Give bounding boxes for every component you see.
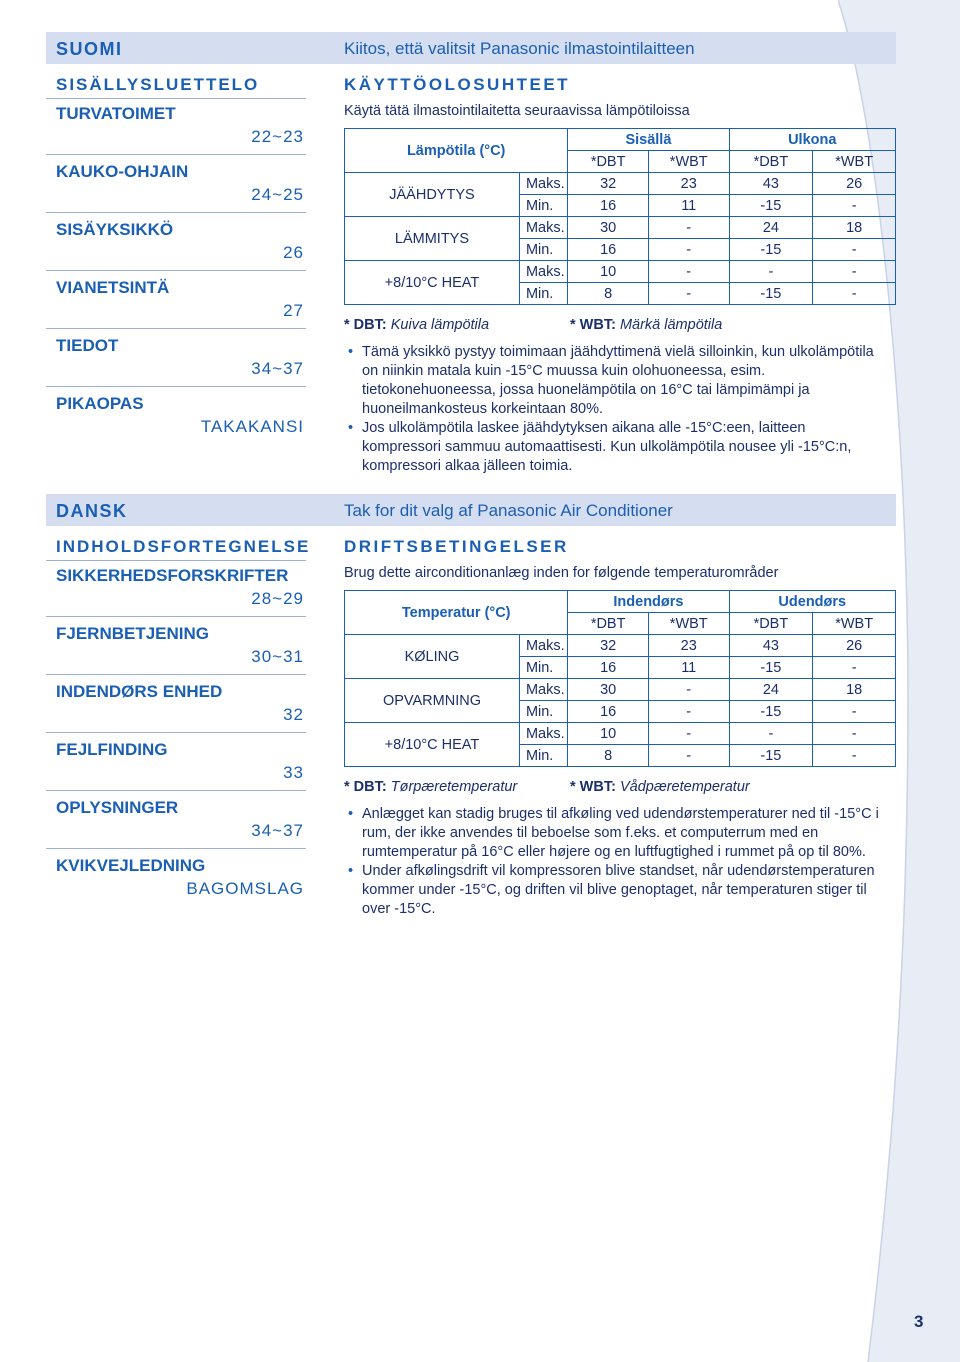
table-col-header: *WBT (813, 613, 896, 635)
note-text: Tørpæretemperatur (390, 779, 518, 795)
table-cell: Maks. (519, 173, 567, 195)
table-cell: 43 (729, 173, 813, 195)
suomi-toc-item-label[interactable]: TIEDOT (56, 336, 119, 355)
toc-divider (46, 732, 306, 733)
table-cell: Min. (519, 745, 567, 767)
bullet-item: • Under afkølingsdrift vil kompressoren blive standset, når udendørstemperaturen kommer under -15°C, og driften vil blive genoptaget, når temperaturen stiger til over -15°C. (344, 862, 892, 919)
suomi-language-title: SUOMI (56, 39, 123, 59)
table-cell: Maks. (519, 217, 567, 239)
table-col-header: *WBT (648, 613, 729, 635)
table-cell: -15 (729, 745, 813, 767)
table-cell: 32 (568, 635, 649, 657)
table-cell: 8 (568, 745, 649, 767)
toc-divider (46, 212, 306, 213)
table-mode-label: JÄÄHDYTYS (345, 173, 520, 217)
table-cell: - (648, 283, 729, 305)
suomi-toc-item-label[interactable]: TURVATOIMET (56, 104, 176, 123)
suomi-toc-item-page: TAKAKANSI (200, 417, 304, 436)
table-mode-label: +8/10°C HEAT (345, 261, 520, 305)
table-cell: - (813, 745, 896, 767)
table-cell: - (648, 239, 729, 261)
suomi-conditions-table (344, 128, 896, 305)
table-cell: Min. (519, 283, 567, 305)
dansk-conditions-table (344, 590, 896, 767)
table-cell: 26 (813, 635, 896, 657)
suomi-toc-item-page: 22~23 (251, 127, 304, 146)
dansk-toc-item-label[interactable]: FEJLFINDING (56, 740, 168, 759)
table-cell: Min. (519, 195, 567, 217)
table-cell: 11 (648, 195, 729, 217)
table-cell: -15 (729, 283, 813, 305)
table-mode-label: OPVARMNING (345, 679, 520, 723)
suomi-toc-item-label[interactable]: KAUKO-OHJAIN (56, 162, 189, 181)
dansk-toc-item-page: 34~37 (251, 821, 304, 840)
table-col-header: *DBT (729, 613, 813, 635)
table-cell: -15 (729, 239, 813, 261)
dansk-toc-item-page: BAGOMSLAG (186, 879, 304, 898)
toc-divider (46, 154, 306, 155)
table-cell: 24 (729, 217, 813, 239)
dansk-section-title: DRIFTSBETINGELSER (344, 537, 569, 556)
table-mode-label: KØLING (345, 635, 520, 679)
bullet-item: • Jos ulkolämpötila laskee jäähdytyksen aikana alle -15°C:een, laitteen kompressori sammuu automaattisesti. Kun ulkolämpötila nousee yli -15°C:n, kompressori alkaa jälleen toimia. (344, 419, 874, 476)
dansk-language-title: DANSK (56, 501, 128, 521)
table-cell: - (729, 261, 813, 283)
table-cell: 10 (568, 723, 649, 745)
suomi-intro: Kiitos, että valitsit Panasonic ilmastointilaitteen (344, 39, 695, 58)
toc-divider (46, 560, 306, 561)
page-number: 3 (914, 1312, 924, 1331)
table-cell: - (813, 723, 896, 745)
table-cell: Maks. (519, 635, 567, 657)
table-cell: - (813, 283, 896, 305)
suomi-toc-heading: SISÄLLYSLUETTELO (56, 75, 260, 94)
table-cell: - (648, 679, 729, 701)
toc-divider (46, 848, 306, 849)
table-group-header: Indendørs (568, 591, 729, 613)
table-cell: 11 (648, 657, 729, 679)
dansk-note-wbt (570, 779, 750, 795)
table-cell: - (729, 723, 813, 745)
note-key: * WBT: (570, 317, 616, 333)
table-corner-label: Temperatur (°C) (345, 591, 568, 635)
suomi-toc-item-label[interactable]: PIKAOPAS (56, 394, 144, 413)
table-cell: -15 (729, 657, 813, 679)
dansk-toc-item-page: 33 (283, 763, 304, 782)
bullet-item: • Anlægget kan stadig bruges til afkøling ved udendørstemperaturer ned til -15°C i rum, der ikke anvendes til beboelse som f.eks. et computerrum med en rumtemperatur på 16°C eller højere og en luftfugtighed i rummet på op til 80%. (344, 805, 892, 862)
table-cell: 10 (568, 261, 649, 283)
toc-divider (46, 270, 306, 271)
dansk-toc-item-label[interactable]: FJERNBETJENING (56, 624, 210, 643)
table-cell: 8 (568, 283, 649, 305)
suomi-toc-item-page: 24~25 (251, 185, 304, 204)
table-col-header: *DBT (729, 151, 813, 173)
table-cell: - (813, 195, 896, 217)
dansk-section-intro: Brug dette airconditionanlæg inden for følgende temperaturområder (344, 565, 779, 581)
table-cell: 43 (729, 635, 813, 657)
dansk-toc-item-label[interactable]: SIKKERHEDSFORSKRIFTER (56, 566, 289, 585)
toc-divider (46, 328, 306, 329)
table-cell: 24 (729, 679, 813, 701)
dansk-toc-item-page: 30~31 (251, 647, 304, 666)
note-text: Märkä lämpötila (619, 317, 723, 333)
suomi-section-title: KÄYTTÖOLOSUHTEET (344, 75, 571, 94)
table-col-header: *DBT (568, 613, 649, 635)
table-cell: 16 (568, 239, 649, 261)
bullet-item: • Tämä yksikkö pystyy toimimaan jäähdyttimenä vielä silloinkin, kun ulkolämpötila on niinkin matala kuin -15°C muussa kuin olohuoneessa, esim. tietokonehuoneessa, jossa huonelämpötila on 16°C tai lämpimämpi ja huoneilmankosteus korkeintaan 80%. (344, 343, 874, 419)
table-col-header: *DBT (568, 151, 649, 173)
table-cell: 26 (813, 173, 896, 195)
table-cell: 16 (568, 701, 649, 723)
dansk-toc-item-page: 32 (283, 705, 304, 724)
table-cell: -15 (729, 701, 813, 723)
table-cell: 30 (568, 679, 649, 701)
table-cell: Maks. (519, 261, 567, 283)
toc-divider (46, 616, 306, 617)
table-cell: Min. (519, 239, 567, 261)
table-cell: Maks. (519, 723, 567, 745)
table-cell: 18 (813, 217, 896, 239)
toc-divider (46, 386, 306, 387)
suomi-toc-item-page: 26 (283, 243, 304, 262)
table-cell: 16 (568, 657, 649, 679)
dansk-intro: Tak for dit valg af Panasonic Air Conditioner (344, 501, 673, 520)
suomi-toc-item-page: 34~37 (251, 359, 304, 378)
table-mode-label: +8/10°C HEAT (345, 723, 520, 767)
table-cell: 23 (648, 173, 729, 195)
suomi-bullet-list (344, 343, 874, 476)
table-cell: 18 (813, 679, 896, 701)
suomi-note-dbt (344, 317, 489, 333)
toc-divider (46, 674, 306, 675)
suomi-toc-item-label[interactable]: SISÄYKSIKKÖ (56, 220, 174, 239)
table-group-header: Sisällä (568, 129, 729, 151)
table-col-header: *WBT (813, 151, 896, 173)
table-cell: - (648, 745, 729, 767)
dansk-toc-item-label[interactable]: INDENDØRS ENHED (56, 682, 223, 701)
table-group-header: Ulkona (729, 129, 895, 151)
table-cell: - (813, 239, 896, 261)
note-text: Kuiva lämpötila (390, 317, 490, 333)
table-cell: 32 (568, 173, 649, 195)
table-cell: Maks. (519, 679, 567, 701)
dansk-toc-item-page: 28~29 (251, 589, 304, 608)
table-corner-label: Lämpötila (°C) (345, 129, 568, 173)
table-cell: - (813, 261, 896, 283)
table-cell: - (648, 723, 729, 745)
table-cell: 30 (568, 217, 649, 239)
table-cell: 23 (648, 635, 729, 657)
table-cell: 16 (568, 195, 649, 217)
table-cell: - (648, 701, 729, 723)
table-cell: - (813, 701, 896, 723)
dansk-bullet-list (344, 805, 892, 919)
table-mode-label: LÄMMITYS (345, 217, 520, 261)
table-cell: - (813, 657, 896, 679)
note-key: * DBT: (344, 779, 387, 795)
suomi-note-wbt (570, 317, 722, 333)
dansk-toc-heading: INDHOLDSFORTEGNELSE (56, 537, 311, 556)
table-cell: Min. (519, 657, 567, 679)
table-cell: Min. (519, 701, 567, 723)
table-col-header: *WBT (648, 151, 729, 173)
note-key: * WBT: (570, 779, 616, 795)
dansk-note-dbt (344, 779, 517, 795)
dansk-toc-item-label[interactable]: KVIKVEJLEDNING (56, 856, 206, 875)
table-group-header: Udendørs (729, 591, 895, 613)
table-cell: -15 (729, 195, 813, 217)
suomi-toc-item-page: 27 (283, 301, 304, 320)
table-cell: - (648, 261, 729, 283)
suomi-toc-item-label[interactable]: VIANETSINTÄ (56, 278, 170, 297)
note-text: Vådpæretemperatur (619, 779, 750, 795)
toc-divider (46, 98, 306, 99)
note-key: * DBT: (344, 317, 387, 333)
suomi-section-intro: Käytä tätä ilmastointilaitetta seuraavissa lämpötiloissa (344, 103, 690, 119)
toc-divider (46, 790, 306, 791)
dansk-toc-item-label[interactable]: OPLYSNINGER (56, 798, 179, 817)
table-cell: - (648, 217, 729, 239)
